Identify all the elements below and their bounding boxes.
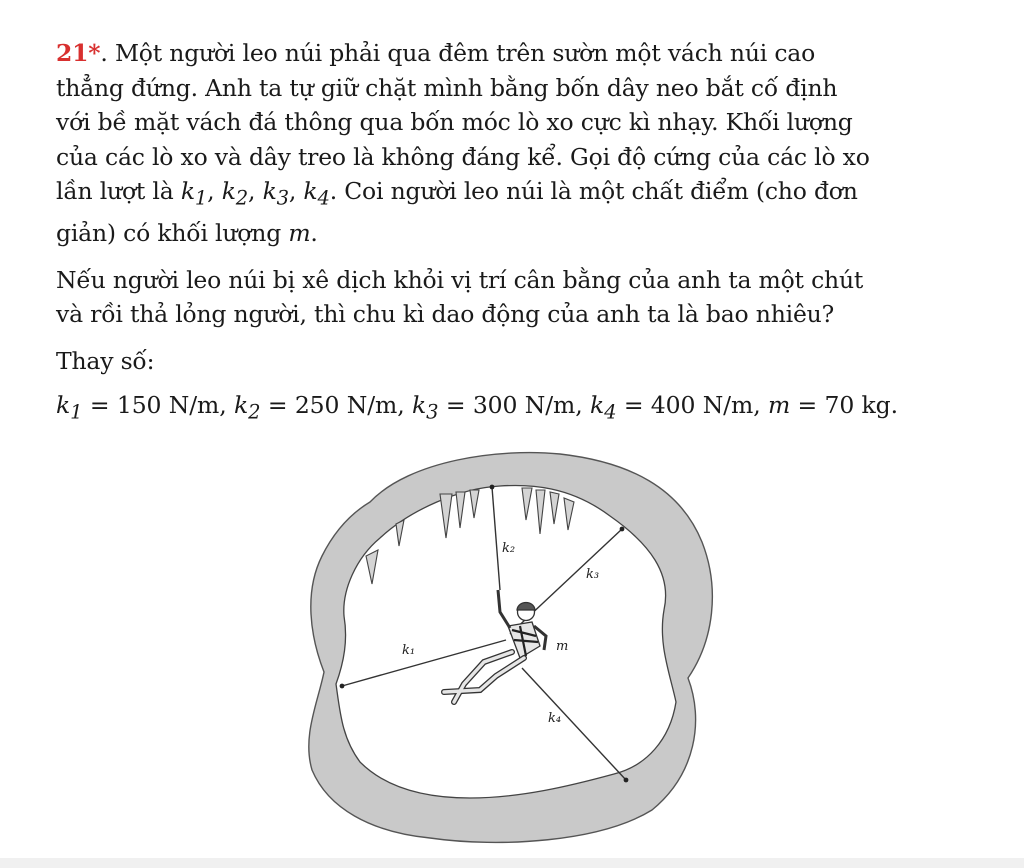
problem-number: 21* [56, 39, 101, 67]
cave-climber-figure [300, 440, 730, 850]
problem-question [56, 263, 956, 332]
mass-symbol: m [288, 219, 311, 248]
intro-line-1 [56, 36, 956, 71]
cave-opening [336, 485, 676, 798]
k3-value: 300 N/m [472, 391, 576, 420]
intro-line-2: thẳng đứng. Anh ta tự giữ chặt mình bằng bốn dây neo bắt cố định [56, 73, 838, 102]
k1-symbol: k [180, 177, 195, 205]
label-k2: k₂ [502, 541, 516, 556]
k2-symbol: k [221, 177, 236, 205]
intro-line-6 [56, 216, 956, 251]
formula-line: $k_1 = 150$ N/m, $k_2 = 250$ N/m, $k_3 = 300$ N/m, $k_4 = 400$ N/m, m = 70 kg. [56, 391, 898, 424]
label-k3: k₃ [586, 567, 600, 582]
mass-value: 70 kg. [824, 391, 898, 420]
cave-illustration [300, 440, 730, 850]
k4-symbol: k [303, 177, 318, 205]
question-line-2: và rồi thả lỏng người, thì chu kì dao động của anh ta là bao nhiêu? [56, 300, 834, 329]
k3-symbol: k [262, 177, 277, 205]
substitute-label: Thay số: [56, 346, 155, 375]
k2-sub: 2 [235, 186, 249, 210]
line5-suffix: . Coi người leo núi là một chất điểm (cho đơn [329, 177, 858, 205]
label-k1: k₁ [402, 643, 416, 658]
problem-text [56, 36, 956, 430]
intro-line-5: lần lượt là $k_1$, $k_2$, $k_3$, $k_4$. Coi người leo núi là một chất điểm (cho đơn [56, 177, 858, 210]
k4-value: 400 N/m [650, 391, 754, 420]
intro-line-4: của các lò xo và dây treo là không đáng kể. Gọi độ cứng của các lò xo [56, 142, 870, 171]
label-k4: k₄ [548, 711, 562, 726]
problem-intro [56, 36, 956, 251]
bottom-strip [0, 858, 1024, 868]
intro-text-1: . Một người leo núi phải qua đêm trên sườn một vách núi cao [100, 39, 816, 67]
line5-prefix: lần lượt là [56, 177, 181, 205]
intro-line-3: với bề mặt vách đá thông qua bốn móc lò xo cực kì nhạy. Khối lượng [56, 108, 853, 136]
k3-sub: 3 [276, 186, 289, 210]
k4-sub: 4 [317, 186, 330, 210]
line6-prefix: giản) có khối lượng [56, 219, 289, 248]
question-line-1: Nếu người leo núi bị xê dịch khỏi vị trí cân bằng của anh ta một chút [56, 265, 864, 294]
label-m: m [556, 639, 569, 654]
line6-suffix: . [310, 219, 318, 248]
k2-value: 250 N/m [294, 391, 398, 420]
k1-sub: 1 [194, 186, 208, 210]
k1-value: 150 N/m [116, 391, 220, 420]
